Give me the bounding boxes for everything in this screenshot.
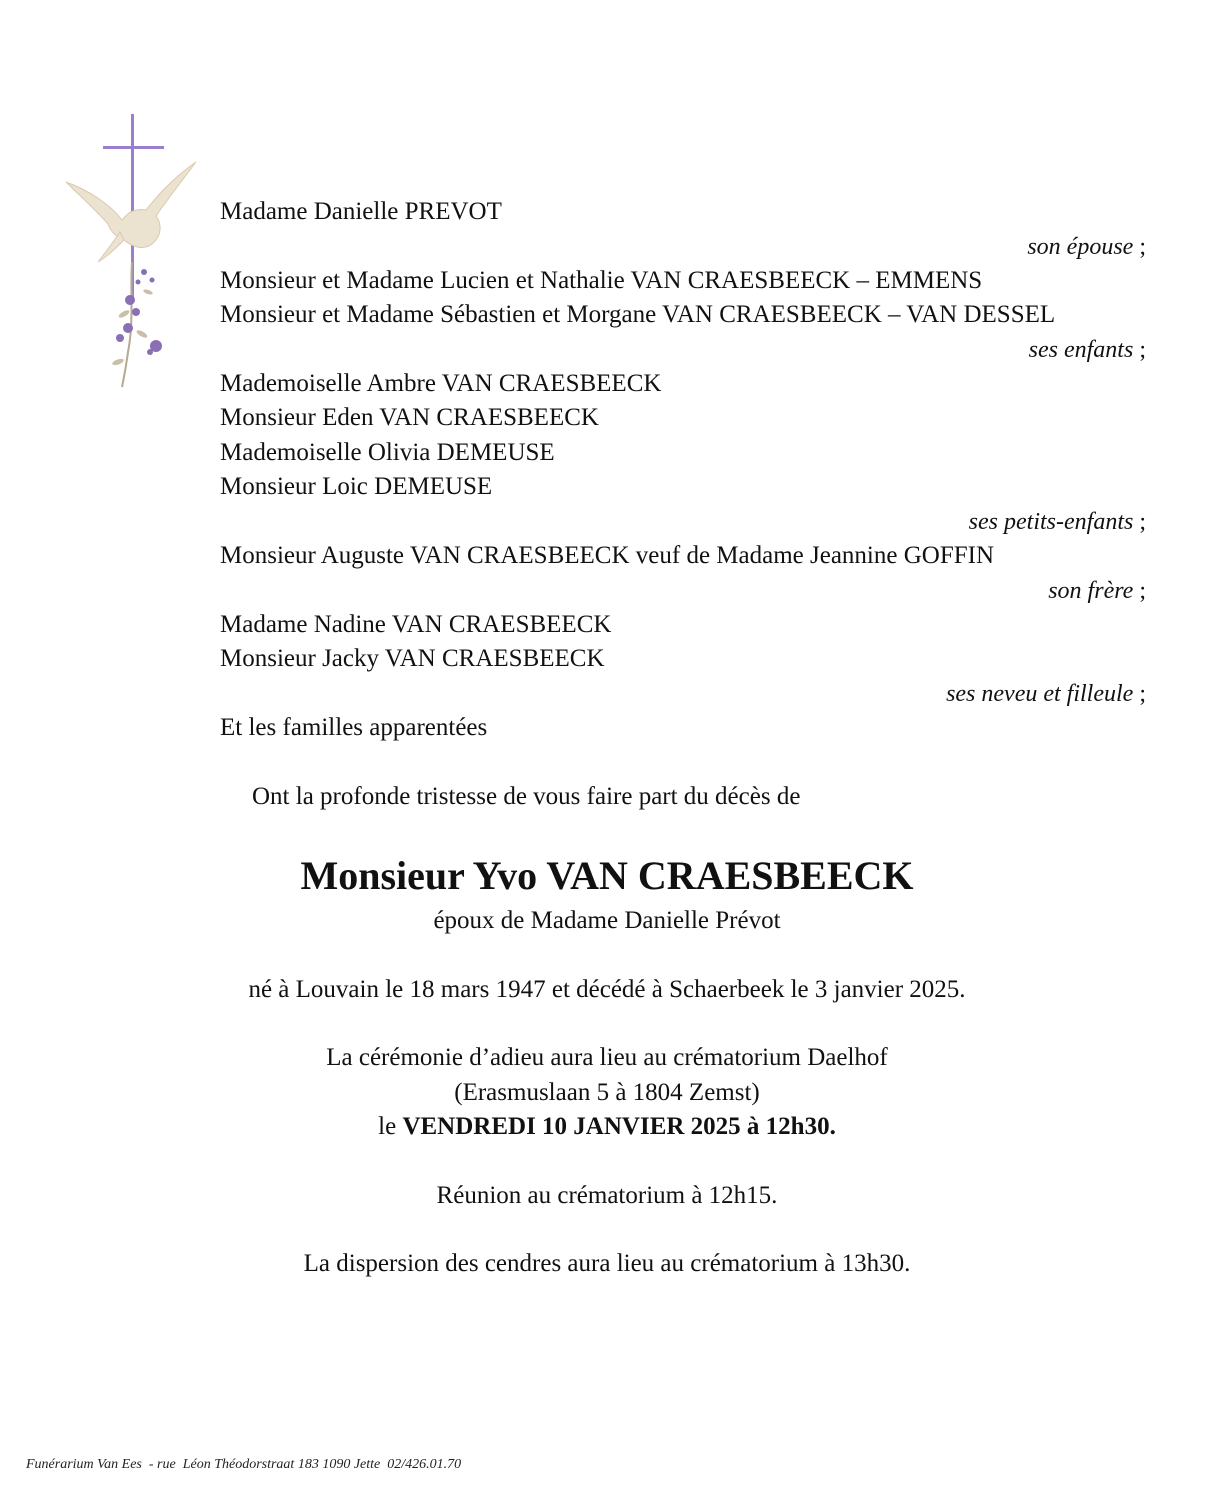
deceased-name: Monsieur Yvo VAN CRAESBEECK — [300, 853, 914, 898]
relation-nephew-punct: ; — [1133, 681, 1146, 707]
ceremony-date-prefix: le — [378, 1113, 403, 1140]
funeral-home-footer: Funérarium Van Ees - rue Léon Théodorstraat 183 1090 Jette 02/426.01.70 — [26, 1457, 462, 1472]
family-member-grandchild-3: Mademoiselle Olivia DEMEUSE — [220, 439, 555, 466]
relation-children-punct: ; — [1133, 337, 1146, 363]
family-member-child-2: Monsieur et Madame Sébastien et Morgane VAN CRAESBEECK – VAN DESSEL — [220, 301, 1056, 328]
family-member-spouse: Madame Danielle PREVOT — [220, 198, 502, 225]
family-member-child-1: Monsieur et Madame Lucien et Nathalie VAN CRAESBEECK – EMMENS — [220, 267, 983, 294]
family-member-nephew: Madame Nadine VAN CRAESBEECK — [220, 611, 612, 638]
deceased-spouse: époux de Madame Danielle Prévot — [433, 907, 781, 934]
cross-horizontal-icon — [103, 146, 164, 149]
ceremony-date-line — [0, 1112, 1214, 1142]
reunion-info: Réunion au crématorium à 12h15. — [436, 1182, 778, 1209]
relation-brother — [1048, 576, 1146, 606]
relation-grandchildren-punct: ; — [1133, 509, 1146, 535]
relation-brother-label: son frère — [1048, 578, 1134, 604]
related-families: Et les familles apparentées — [220, 714, 488, 741]
family-member-goddaughter: Monsieur Jacky VAN CRAESBEECK — [220, 645, 605, 672]
relation-grandchildren-label: ses petits-enfants — [968, 509, 1134, 535]
relation-nephew-label: ses neveu et filleule — [946, 681, 1134, 707]
family-member-grandchild-4: Monsieur Loic DEMEUSE — [220, 473, 493, 500]
family-member-grandchild-2: Monsieur Eden VAN CRAESBEECK — [220, 404, 599, 431]
ceremony-address: (Erasmuslaan 5 à 1804 Zemst) — [454, 1079, 760, 1106]
dispersion-info: La dispersion des cendres aura lieu au crématorium à 13h30. — [303, 1250, 911, 1277]
ceremony-location: La cérémonie d’adieu aura lieu au crématorium Daelhof — [326, 1044, 888, 1071]
relation-spouse — [1027, 232, 1146, 262]
family-member-brother: Monsieur Auguste VAN CRAESBEECK veuf de Madame Jeannine GOFFIN — [220, 542, 995, 569]
relation-brother-punct: ; — [1133, 578, 1146, 604]
ceremony-date: VENDREDI 10 JANVIER 2025 à 12h30. — [402, 1113, 836, 1140]
relation-nephew-goddaughter — [946, 679, 1146, 709]
family-member-grandchild-1: Mademoiselle Ambre VAN CRAESBEECK — [220, 370, 662, 397]
announcement-intro: Ont la profonde tristesse de vous faire part du décès de — [252, 783, 801, 810]
relation-children — [1029, 335, 1146, 365]
birth-death-info: né à Louvain le 18 mars 1947 et décédé à Schaerbeek le 3 janvier 2025. — [248, 976, 966, 1003]
relation-children-label: ses enfants — [1028, 337, 1134, 363]
relation-spouse-label: son épouse — [1027, 234, 1134, 260]
relation-spouse-punct: ; — [1133, 234, 1146, 260]
cross-dove-ornament-icon — [58, 112, 203, 392]
relation-grandchildren — [969, 507, 1146, 537]
